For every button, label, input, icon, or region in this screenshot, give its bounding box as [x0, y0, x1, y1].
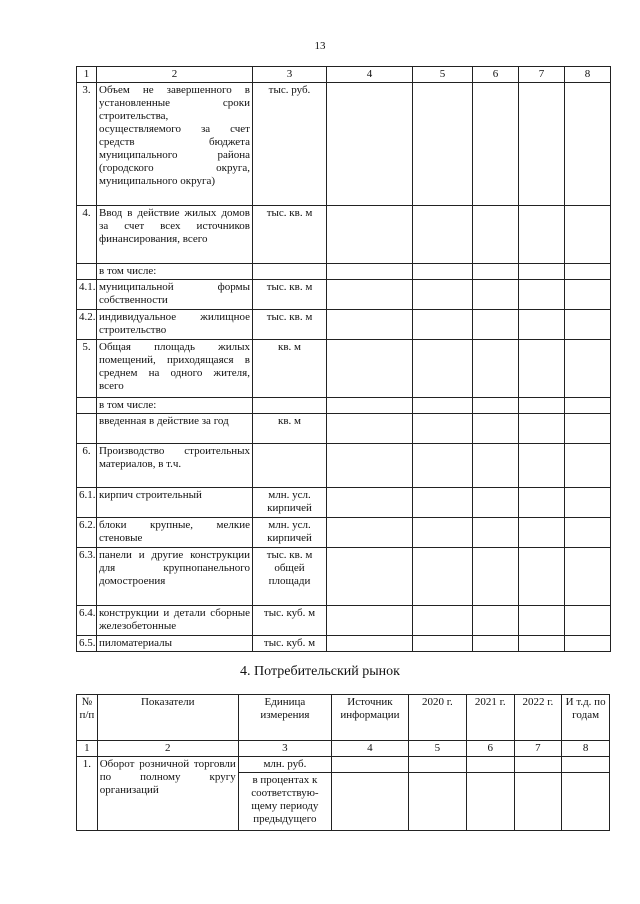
- table-row: [77, 264, 611, 280]
- table-row: [77, 340, 611, 398]
- table-row: [77, 757, 610, 773]
- row-label: введенная в действие за год: [97, 414, 253, 444]
- row-unit: тыс. кв. м: [253, 280, 327, 310]
- header-cell: 6: [473, 67, 519, 83]
- column-header: 2020 г.: [408, 695, 466, 741]
- header-cell: 5: [413, 67, 473, 83]
- row-label: конструкции и детали сборные железобетонные: [97, 606, 253, 636]
- header-cell: 2: [97, 741, 238, 757]
- row-unit: кв. м: [253, 414, 327, 444]
- row-label: Общая площадь жилых помещений, приходящаяся в среднем на одного жителя, всего: [97, 340, 253, 398]
- row-unit: млн. руб.: [238, 757, 331, 773]
- row-label: Оборот розничной торговли по полному кругу организаций: [97, 757, 238, 831]
- row-unit: тыс. кв. м: [253, 206, 327, 264]
- row-unit: в процентах к соответствую-щему периоду предыдущего: [238, 773, 331, 831]
- table-row: [77, 548, 611, 606]
- column-header: Показатели: [97, 695, 238, 741]
- row-number: 4.: [77, 206, 97, 264]
- section-title: 4. Потребительский рынок: [240, 664, 400, 679]
- column-number-row: [77, 741, 610, 757]
- row-unit: тыс. кв. м общей площади: [253, 548, 327, 606]
- column-header: И т.д. по годам: [562, 695, 610, 741]
- row-unit: тыс. куб. м: [253, 636, 327, 652]
- row-label: кирпич строительный: [97, 488, 253, 518]
- table-header-row: [77, 67, 611, 83]
- row-label: блоки крупные, мелкие стеновые: [97, 518, 253, 548]
- table-row: [77, 280, 611, 310]
- header-cell: 6: [466, 741, 514, 757]
- table-row: [77, 518, 611, 548]
- row-number: 4.1.: [77, 280, 97, 310]
- header-cell: 1: [77, 67, 97, 83]
- table-row: [77, 398, 611, 414]
- row-number: 6.2.: [77, 518, 97, 548]
- table-row: [77, 488, 611, 518]
- row-unit: млн. усл. кирпичей: [253, 488, 327, 518]
- row-number: 6.1.: [77, 488, 97, 518]
- row-unit: [253, 444, 327, 488]
- column-header: № п/п: [77, 695, 98, 741]
- row-label: панели и другие конструкции для крупнопанельного домостроения: [97, 548, 253, 606]
- row-unit: [253, 264, 327, 280]
- table-row: [77, 83, 611, 206]
- row-number: 1.: [77, 757, 98, 831]
- header-cell: 4: [327, 67, 413, 83]
- row-label: в том числе:: [97, 264, 253, 280]
- table-row: [77, 310, 611, 340]
- row-number: [77, 264, 97, 280]
- table-row: [77, 206, 611, 264]
- row-label: Производство строительных материалов, в т.ч.: [97, 444, 253, 488]
- row-label: муниципальной формы собственности: [97, 280, 253, 310]
- header-cell: 2: [97, 67, 253, 83]
- row-unit: тыс. кв. м: [253, 310, 327, 340]
- row-label: Объем не завершенного в установленные сроки строительства, осуществляемого за счет средств бюджета муниципального района (городского округа, муниципального округа): [97, 83, 253, 206]
- column-header: Единица измерения: [238, 695, 331, 741]
- header-cell: 8: [562, 741, 610, 757]
- header-cell: 7: [514, 741, 562, 757]
- table-header-row: [77, 695, 610, 741]
- header-cell: 3: [238, 741, 331, 757]
- row-number: 3.: [77, 83, 97, 206]
- row-unit: тыс. руб.: [253, 83, 327, 206]
- row-label: в том числе:: [97, 398, 253, 414]
- header-cell: 5: [408, 741, 466, 757]
- column-header: Источник информации: [332, 695, 409, 741]
- row-label: пиломатериалы: [97, 636, 253, 652]
- row-number: 6.4.: [77, 606, 97, 636]
- row-unit: [253, 398, 327, 414]
- row-number: 5.: [77, 340, 97, 398]
- row-unit: млн. усл. кирпичей: [253, 518, 327, 548]
- row-number: [77, 398, 97, 414]
- header-cell: 1: [77, 741, 98, 757]
- row-number: 6.5.: [77, 636, 97, 652]
- table-row: [77, 606, 611, 636]
- construction-table: [76, 66, 611, 652]
- table-row: [77, 636, 611, 652]
- consumer-market-table: [76, 694, 610, 831]
- row-unit: тыс. куб. м: [253, 606, 327, 636]
- column-header: 2021 г.: [466, 695, 514, 741]
- row-unit: кв. м: [253, 340, 327, 398]
- column-header: 2022 г.: [514, 695, 562, 741]
- row-number: 4.2.: [77, 310, 97, 340]
- header-cell: 3: [253, 67, 327, 83]
- row-label: Ввод в действие жилых домов за счет всех источников финансирования, всего: [97, 206, 253, 264]
- row-number: 6.3.: [77, 548, 97, 606]
- row-number: 6.: [77, 444, 97, 488]
- page-number: 13: [314, 40, 326, 52]
- header-cell: 8: [565, 67, 611, 83]
- header-cell: 4: [332, 741, 409, 757]
- row-number: [77, 414, 97, 444]
- table-row: [77, 414, 611, 444]
- header-cell: 7: [519, 67, 565, 83]
- row-label: индивидуальное жилищное строительство: [97, 310, 253, 340]
- table-row: [77, 444, 611, 488]
